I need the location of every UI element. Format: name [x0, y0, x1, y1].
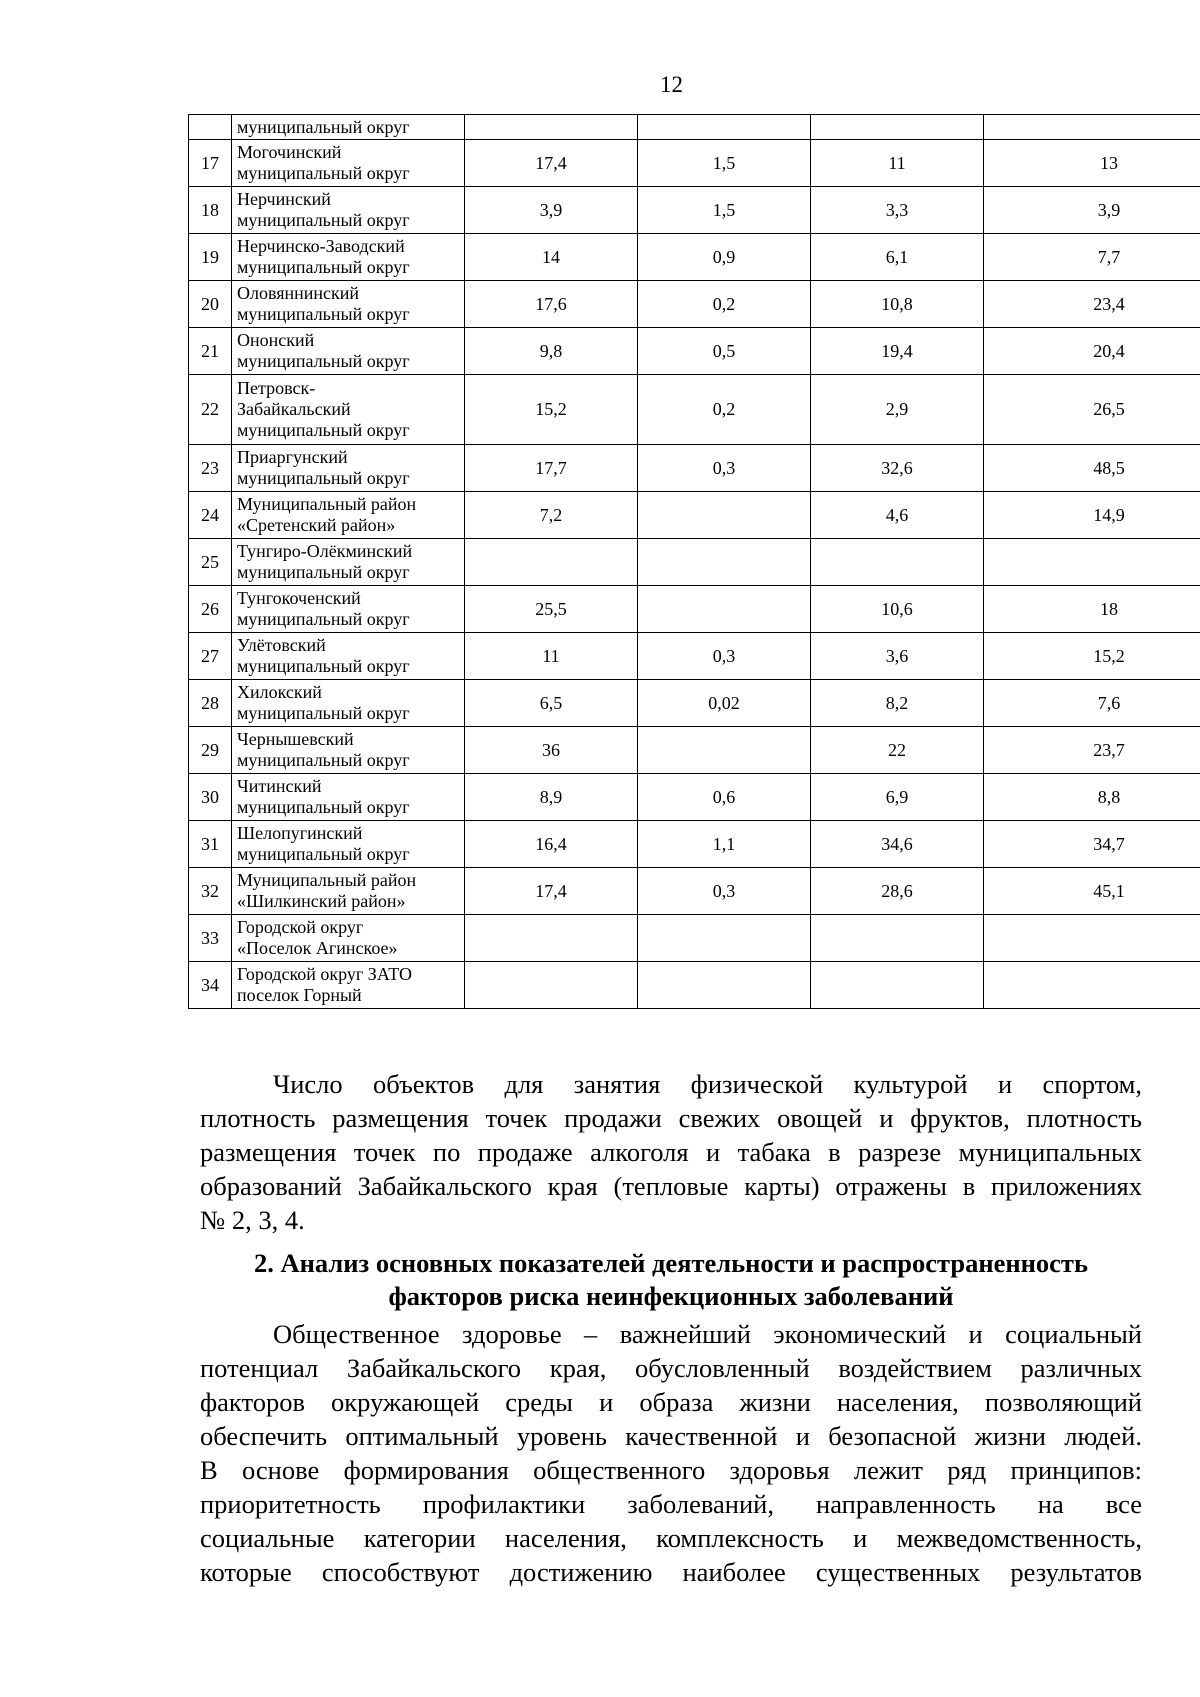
value-cell-col4: 20,4 [984, 328, 1200, 375]
district-table [188, 114, 1200, 1009]
value-cell-col3: 11 [811, 140, 984, 187]
value-cell-col3: 2,9 [811, 375, 984, 445]
district-name-line: муниципальный округ [237, 703, 410, 723]
district-name-line: муниципальный округ [237, 420, 410, 440]
value-cell-col2: 1,5 [638, 187, 811, 234]
row-number-cell: 31 [189, 821, 232, 868]
district-name-line: Тунгиро-Олёкминский [237, 541, 413, 561]
value-cell-col4: 23,7 [984, 727, 1200, 774]
text-line: обеспечить оптимальный уровень качественной и безопасной жизни людей. [200, 1421, 1142, 1451]
text-line: В основе формирования общественного здоровья лежит ряд принципов: [200, 1455, 1142, 1485]
row-number-cell: 23 [189, 445, 232, 492]
value-cell-col3 [811, 962, 984, 1009]
table-row [189, 140, 1200, 187]
value-cell-col3: 6,9 [811, 774, 984, 821]
value-cell-col1: 16,4 [465, 821, 638, 868]
page-number: 12 [660, 72, 683, 97]
value-cell-col2: 0,5 [638, 328, 811, 375]
district-name-line: «Поселок Агинское» [237, 938, 398, 958]
district-name-cell [232, 187, 465, 234]
value-cell-col3: 10,8 [811, 281, 984, 328]
district-name-cell [232, 234, 465, 281]
section-title-line: 2. Анализ основных показателей деятельности и распространенность [254, 1248, 1088, 1278]
text-line: Общественное здоровье – важнейший экономический и социальный [273, 1319, 1142, 1349]
district-name-line: муниципальный округ [237, 351, 410, 371]
district-name-line: Тунгокоченский [237, 588, 361, 608]
district-name-cell [232, 633, 465, 680]
value-cell-col2 [638, 962, 811, 1009]
district-name-cell [232, 586, 465, 633]
text-line: № 2, 3, 4. [200, 1205, 305, 1235]
value-cell-col1: 8,9 [465, 774, 638, 821]
district-name-cell [232, 140, 465, 187]
paragraph-sports-facilities [200, 1067, 1142, 1237]
district-name-cell [232, 115, 465, 140]
value-cell-col1: 9,8 [465, 328, 638, 375]
row-number-cell: 19 [189, 234, 232, 281]
value-cell-col4: 15,2 [984, 633, 1200, 680]
text-line: факторов окружающей среды и образа жизни населения, позволяющий [200, 1387, 1142, 1417]
value-cell-col1: 7,2 [465, 492, 638, 539]
value-cell-col3: 22 [811, 727, 984, 774]
value-cell-col2: 0,2 [638, 281, 811, 328]
section-title-line: факторов риска неинфекционных заболеваний [388, 1281, 954, 1311]
district-name-line: Нерчинско-Заводский [237, 236, 405, 256]
district-name-line: Городской округ [237, 917, 364, 937]
table-row [189, 727, 1200, 774]
value-cell-col1: 17,6 [465, 281, 638, 328]
text-line: Число объектов для занятия физической культурой и спортом, [273, 1069, 1142, 1099]
district-name-cell [232, 492, 465, 539]
value-cell-col1: 17,4 [465, 868, 638, 915]
value-cell-col2 [638, 115, 811, 140]
district-name-cell [232, 774, 465, 821]
table-row [189, 234, 1200, 281]
value-cell-col2 [638, 727, 811, 774]
row-number-cell: 20 [189, 281, 232, 328]
value-cell-col2: 0,2 [638, 375, 811, 445]
value-cell-col4 [984, 115, 1200, 140]
district-name-line: муниципальный округ [237, 163, 410, 183]
value-cell-col3: 19,4 [811, 328, 984, 375]
district-name-line: муниципальный округ [237, 257, 410, 277]
row-number-cell: 26 [189, 586, 232, 633]
value-cell-col1: 17,7 [465, 445, 638, 492]
value-cell-col3: 10,6 [811, 586, 984, 633]
value-cell-col1 [465, 539, 638, 586]
table-row [189, 539, 1200, 586]
district-name-line: муниципальный округ [237, 468, 410, 488]
district-name-line: Петровск- [237, 378, 316, 398]
value-cell-col3: 8,2 [811, 680, 984, 727]
value-cell-col2 [638, 492, 811, 539]
district-table-body [189, 115, 1200, 1009]
value-cell-col4: 7,7 [984, 234, 1200, 281]
district-name-line: «Шилкинский район» [237, 891, 406, 911]
text-line: социальные категории населения, комплексность и межведомственность, [200, 1523, 1142, 1553]
row-number-cell: 22 [189, 375, 232, 445]
value-cell-col3: 28,6 [811, 868, 984, 915]
value-cell-col4 [984, 962, 1200, 1009]
value-cell-col4: 3,9 [984, 187, 1200, 234]
district-name-line: Муниципальный район [237, 870, 417, 890]
district-name-cell [232, 868, 465, 915]
table-row [189, 375, 1200, 445]
value-cell-col2 [638, 586, 811, 633]
value-cell-col3: 32,6 [811, 445, 984, 492]
value-cell-col3 [811, 115, 984, 140]
value-cell-col2: 0,02 [638, 680, 811, 727]
value-cell-col2 [638, 539, 811, 586]
value-cell-col4: 26,5 [984, 375, 1200, 445]
district-name-line: Муниципальный район [237, 494, 417, 514]
district-name-cell [232, 328, 465, 375]
value-cell-col1: 17,4 [465, 140, 638, 187]
text-line: потенциал Забайкальского края, обусловленный воздействием различных [200, 1353, 1142, 1383]
district-name-line: муниципальный округ [237, 750, 410, 770]
district-name-line: Чернышевский [237, 729, 354, 749]
district-name-cell [232, 962, 465, 1009]
district-name-line: муниципальный округ [237, 797, 410, 817]
text-line: размещения точек по продаже алкоголя и табака в разрезе муниципальных [200, 1137, 1142, 1167]
value-cell-col4: 34,7 [984, 821, 1200, 868]
district-name-line: поселок Горный [237, 985, 362, 1005]
district-name-line: муниципальный округ [237, 609, 410, 629]
district-name-line: муниципальный округ [237, 562, 410, 582]
district-name-line: Городской округ ЗАТО [237, 964, 412, 984]
district-name-cell [232, 539, 465, 586]
district-table-wrapper [188, 114, 1200, 1009]
value-cell-col4: 18 [984, 586, 1200, 633]
row-number-cell: 32 [189, 868, 232, 915]
district-name-cell [232, 445, 465, 492]
table-row [189, 774, 1200, 821]
district-name-line: Шелопугинский [237, 823, 363, 843]
value-cell-col1: 3,9 [465, 187, 638, 234]
district-name-cell [232, 680, 465, 727]
row-number-cell: 24 [189, 492, 232, 539]
table-row [189, 328, 1200, 375]
row-number-cell: 28 [189, 680, 232, 727]
text-line: образований Забайкальского края (тепловые карты) отражены в приложениях [200, 1171, 1142, 1201]
value-cell-col2 [638, 915, 811, 962]
paragraph-public-health [200, 1317, 1142, 1589]
row-number-cell: 21 [189, 328, 232, 375]
district-name-cell [232, 915, 465, 962]
row-number-cell: 25 [189, 539, 232, 586]
district-name-line: муниципальный округ [237, 116, 410, 137]
table-row [189, 187, 1200, 234]
table-row [189, 445, 1200, 492]
row-number-cell: 29 [189, 727, 232, 774]
value-cell-col3: 3,6 [811, 633, 984, 680]
value-cell-col4: 13 [984, 140, 1200, 187]
value-cell-col4: 8,8 [984, 774, 1200, 821]
district-name-line: Ононский [237, 330, 315, 350]
value-cell-col4 [984, 539, 1200, 586]
district-name-cell [232, 281, 465, 328]
district-name-line: Читинский [237, 776, 322, 796]
table-row [189, 680, 1200, 727]
row-number-cell: 34 [189, 962, 232, 1009]
row-number-cell: 18 [189, 187, 232, 234]
table-row [189, 281, 1200, 328]
value-cell-col1 [465, 962, 638, 1009]
value-cell-col4: 45,1 [984, 868, 1200, 915]
value-cell-col2: 0,3 [638, 445, 811, 492]
table-row [189, 115, 1200, 140]
value-cell-col1 [465, 915, 638, 962]
row-number-cell: 30 [189, 774, 232, 821]
value-cell-col1: 6,5 [465, 680, 638, 727]
value-cell-col3: 3,3 [811, 187, 984, 234]
district-name-line: Улётовский [237, 635, 326, 655]
value-cell-col3: 34,6 [811, 821, 984, 868]
district-name-line: муниципальный округ [237, 304, 410, 324]
value-cell-col3: 4,6 [811, 492, 984, 539]
value-cell-col2: 1,1 [638, 821, 811, 868]
value-cell-col1 [465, 115, 638, 140]
district-name-line: Нерчинский [237, 189, 331, 209]
value-cell-col2: 0,3 [638, 633, 811, 680]
value-cell-col1: 15,2 [465, 375, 638, 445]
district-name-line: Оловяннинский [237, 283, 360, 303]
district-name-line: муниципальный округ [237, 844, 410, 864]
value-cell-col2: 0,9 [638, 234, 811, 281]
value-cell-col2: 0,6 [638, 774, 811, 821]
row-number-cell: 17 [189, 140, 232, 187]
value-cell-col4: 7,6 [984, 680, 1200, 727]
table-row [189, 962, 1200, 1009]
table-row [189, 586, 1200, 633]
district-name-cell [232, 727, 465, 774]
value-cell-col1: 11 [465, 633, 638, 680]
table-row [189, 868, 1200, 915]
value-cell-col4: 14,9 [984, 492, 1200, 539]
value-cell-col3: 6,1 [811, 234, 984, 281]
row-number-cell [189, 115, 232, 140]
value-cell-col1: 36 [465, 727, 638, 774]
text-line: которые способствуют достижению наиболее существенных результатов [200, 1557, 1142, 1587]
district-name-line: «Сретенский район» [237, 515, 396, 535]
district-name-line: Хилокский [237, 682, 322, 702]
district-name-line: Приаргунский [237, 447, 348, 467]
table-row [189, 633, 1200, 680]
table-row [189, 915, 1200, 962]
table-row [189, 821, 1200, 868]
district-name-line: Забайкальский [237, 399, 351, 419]
row-number-cell: 27 [189, 633, 232, 680]
district-name-cell [232, 375, 465, 445]
value-cell-col3 [811, 915, 984, 962]
value-cell-col1: 25,5 [465, 586, 638, 633]
value-cell-col2: 1,5 [638, 140, 811, 187]
district-name-line: Могочинский [237, 142, 342, 162]
table-row [189, 492, 1200, 539]
value-cell-col3 [811, 539, 984, 586]
district-name-line: муниципальный округ [237, 210, 410, 230]
value-cell-col2: 0,3 [638, 868, 811, 915]
value-cell-col1: 14 [465, 234, 638, 281]
value-cell-col4: 48,5 [984, 445, 1200, 492]
text-line: плотность размещения точек продажи свежих овощей и фруктов, плотность [200, 1103, 1142, 1133]
value-cell-col4: 23,4 [984, 281, 1200, 328]
value-cell-col4 [984, 915, 1200, 962]
section-title [200, 1247, 1142, 1313]
text-line: приоритетность профилактики заболеваний, направленность на все [200, 1489, 1142, 1519]
district-name-line: муниципальный округ [237, 656, 410, 676]
row-number-cell: 33 [189, 915, 232, 962]
district-name-cell [232, 821, 465, 868]
